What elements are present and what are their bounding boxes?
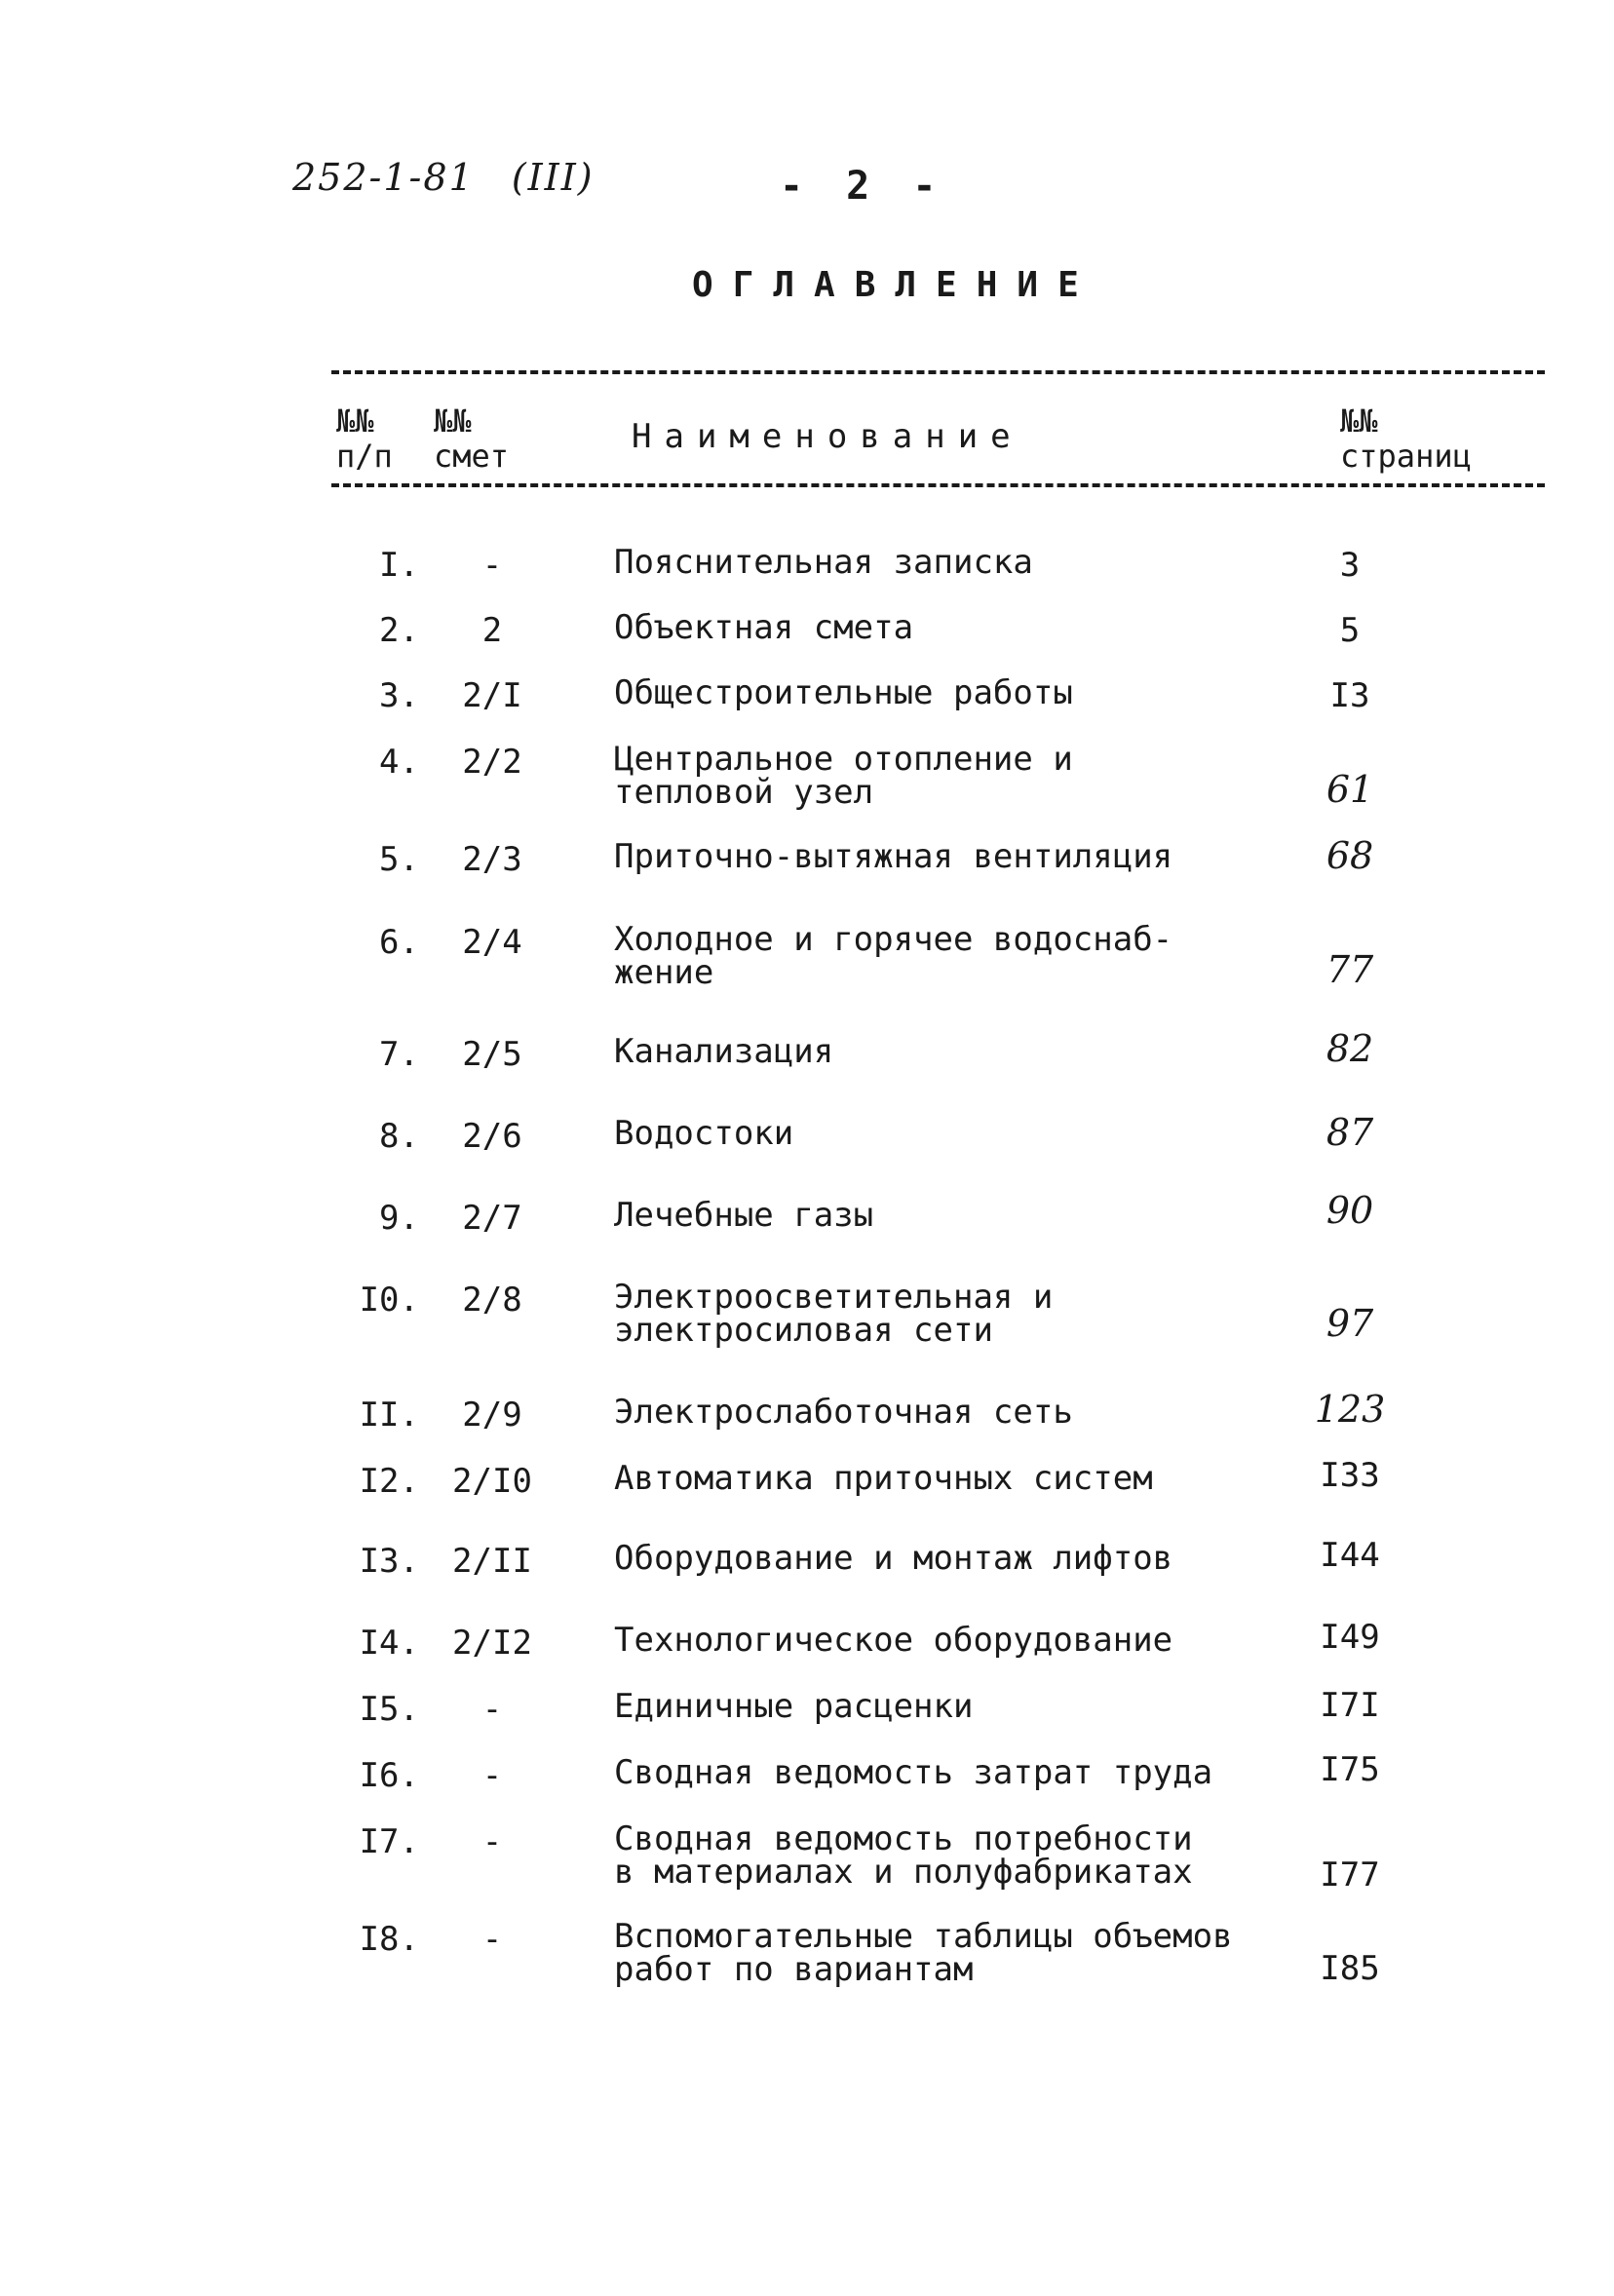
toc-row-estimate: 2/I2 (452, 1624, 532, 1663)
toc-row-estimate: 2/II (452, 1542, 532, 1581)
toc-row-name: Лечебные газы (614, 1196, 874, 1235)
header-top-rule (331, 370, 1545, 374)
toc-row-number: I8. (359, 1920, 419, 1959)
column-header-estimate-line2: смет (434, 438, 510, 475)
toc-row-number: I4. (359, 1624, 419, 1663)
toc-row-page: I77 (1320, 1856, 1380, 1894)
toc-row-page: 61 (1326, 768, 1374, 811)
toc-row-name: Холодное и горячее водоснаб- жение (614, 920, 1173, 992)
toc-row-estimate: 2/I0 (452, 1462, 532, 1501)
toc-row-estimate: 2/7 (462, 1199, 522, 1238)
document-code (292, 156, 595, 199)
toc-row-estimate: - (481, 1756, 503, 1795)
column-header-pages (1340, 403, 1472, 474)
toc-row-page: 82 (1326, 1027, 1374, 1070)
toc-row-page: 77 (1326, 948, 1374, 991)
toc-row-name: Единичные расценки (614, 1687, 974, 1726)
toc-row-name: Электрослаботочная сеть (614, 1393, 1073, 1432)
toc-row-number: I0. (359, 1281, 419, 1320)
toc-row-name: Сводная ведомость потребности в материалах и полуфабрикатах (614, 1819, 1193, 1892)
toc-row-name: Оборудование и монтаж лифтов (614, 1539, 1173, 1578)
document-code-number: 252-1-81 (292, 156, 475, 199)
toc-row-estimate: 2/6 (462, 1117, 522, 1156)
toc-row-number: I6. (359, 1756, 419, 1795)
column-header-name: Наименование (632, 417, 1023, 456)
toc-row-name: Центральное отопление и тепловой узел (614, 740, 1073, 812)
toc-row-number: 6. (379, 923, 419, 962)
page-number: - 2 - (780, 164, 946, 209)
header-bottom-rule (331, 483, 1545, 487)
toc-row-number: I5. (359, 1690, 419, 1729)
toc-row-page: I7I (1320, 1686, 1380, 1725)
toc-row-estimate: 2 (481, 611, 503, 650)
toc-row-name: Технологическое оборудование (614, 1621, 1173, 1660)
toc-row-page: I75 (1320, 1750, 1380, 1789)
column-header-number (336, 403, 393, 474)
toc-row-number: 9. (379, 1199, 419, 1238)
toc-row-page: I33 (1320, 1456, 1380, 1495)
column-header-number-line2: п/п (336, 438, 393, 475)
toc-row-name: Приточно-вытяжная вентиляция (614, 837, 1173, 876)
toc-row-name: Общестроительные работы (614, 673, 1073, 712)
toc-row-page: 97 (1326, 1302, 1374, 1345)
toc-row-page: 90 (1326, 1189, 1374, 1232)
toc-row-page: I3 (1329, 676, 1370, 715)
toc-row-name: Канализация (614, 1032, 834, 1071)
toc-row-estimate: 2/9 (462, 1396, 522, 1435)
toc-row-number: 5. (379, 840, 419, 879)
toc-row-number: 2. (379, 611, 419, 650)
column-header-estimate (434, 403, 509, 474)
toc-row-page: 123 (1314, 1388, 1386, 1431)
toc-row-estimate: 2/5 (462, 1035, 522, 1074)
toc-row-number: I. (379, 546, 419, 585)
toc-row-estimate: 2/I (462, 676, 522, 715)
toc-row-name: Водостоки (614, 1114, 794, 1153)
toc-row-estimate: - (481, 1822, 503, 1861)
toc-row-page: 5 (1339, 611, 1361, 650)
toc-row-estimate: 2/4 (462, 923, 522, 962)
toc-row-page: 87 (1326, 1111, 1374, 1154)
toc-row-page: I44 (1320, 1536, 1380, 1575)
toc-row-page: 68 (1326, 834, 1374, 877)
toc-row-estimate: 2/2 (462, 743, 522, 782)
toc-row-page: I49 (1320, 1618, 1380, 1657)
toc-row-page: I85 (1320, 1949, 1380, 1988)
toc-row-name: Вспомогательные таблицы объемов работ по вариантам (614, 1917, 1233, 1989)
column-header-pages-line1: №№ (1340, 402, 1378, 440)
toc-row-name: Объектная смета (614, 608, 914, 647)
toc-row-name: Электроосветительная и электросиловая сети (614, 1278, 1054, 1350)
toc-row-name: Пояснительная записка (614, 543, 1033, 582)
document-code-annotation: (III) (511, 156, 595, 199)
column-header-pages-line2: страниц (1340, 438, 1472, 475)
toc-row-name: Сводная ведомость затрат труда (614, 1753, 1213, 1792)
toc-row-estimate: 2/8 (462, 1281, 522, 1320)
toc-row-estimate: 2/3 (462, 840, 522, 879)
toc-row-name: Автоматика приточных систем (614, 1459, 1153, 1498)
toc-row-estimate: - (481, 1920, 503, 1959)
column-header-estimate-line1: №№ (434, 402, 472, 440)
toc-row-number: 8. (379, 1117, 419, 1156)
toc-row-number: I7. (359, 1822, 419, 1861)
toc-row-estimate: - (481, 1690, 503, 1729)
column-header-number-line1: №№ (336, 402, 374, 440)
toc-row-number: 4. (379, 743, 419, 782)
toc-row-number: I2. (359, 1462, 419, 1501)
toc-row-page: 3 (1339, 546, 1361, 585)
toc-row-estimate: - (481, 546, 503, 585)
toc-row-number: II. (359, 1396, 419, 1435)
toc-row-number: I3. (359, 1542, 419, 1581)
toc-row-number: 3. (379, 676, 419, 715)
toc-row-number: 7. (379, 1035, 419, 1074)
table-of-contents-title: ОГЛАВЛЕНИЕ (692, 265, 1098, 305)
